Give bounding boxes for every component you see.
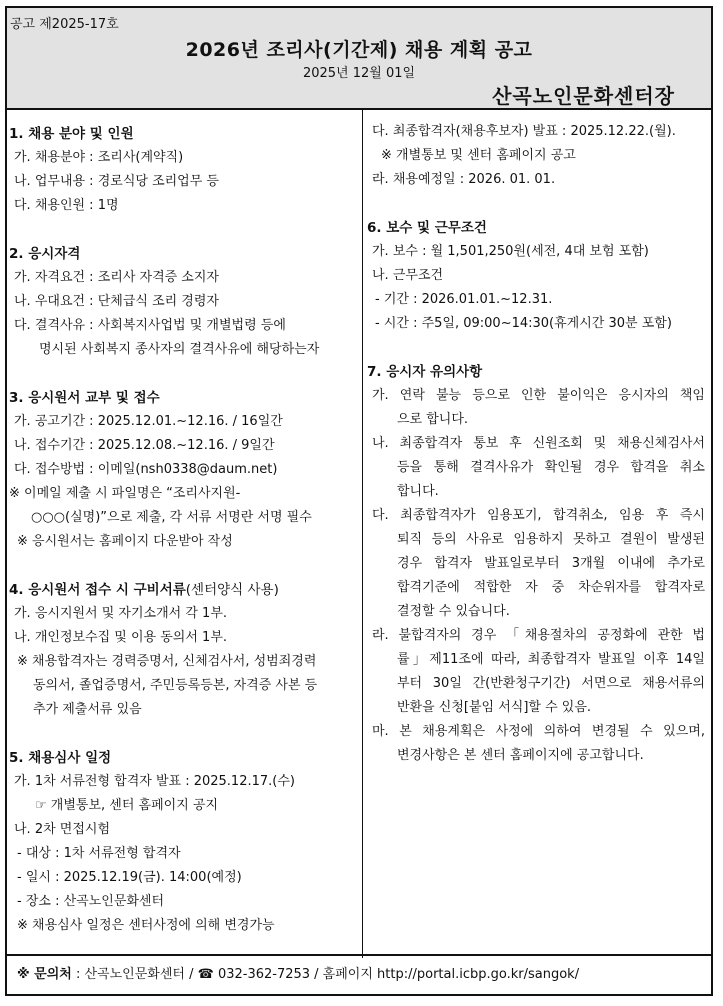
list-item: 다. 최종합격자가 임용포기, 합격취소, 임용 후 즉시 (372, 508, 705, 523)
list-item: 가. 공고기간 : 2025.12.01.~12.16. / 16일간 (14, 414, 283, 429)
note: ※ 채용합격자는 경력증명서, 신체검사서, 성범죄경력 (17, 654, 317, 669)
list-item: 가. 채용분야 : 조리사(계약직) (14, 150, 184, 165)
contact-footer (7, 954, 711, 994)
page-title: 2026년 조리사(기간제) 채용 계획 공고 (185, 39, 533, 61)
list-item: 다. 접수방법 : 이메일(nsh0338@daum.net) (14, 462, 278, 477)
section-title: 1. 채용 분야 및 인원 (9, 126, 134, 142)
list-item: - 시간 : 주5일, 09:00~14:30(휴게시간 30분 포함) (375, 316, 672, 331)
notice-document (5, 6, 713, 996)
list-item: 가. 보수 : 월 1,501,250원(세전, 4대 보험 포함) (372, 244, 649, 259)
list-item-cont: 결정할 수 있습니다. (397, 604, 510, 619)
note: 동의서, 졸업증명서, 주민등록등본, 자격증 사본 등 (33, 678, 318, 693)
notice-header (7, 8, 711, 110)
list-item: 다. 결격사유 : 사회복지사업법 및 개별법령 등에 (14, 318, 286, 333)
list-item-cont: 변경사항은 본 센터 홈페이지에 공고합니다. (397, 748, 644, 763)
list-item: 가. 자격요건 : 조리사 자격증 소지자 (14, 270, 219, 285)
section-title: 3. 응시원서 교부 및 접수 (9, 390, 160, 406)
right-column (363, 110, 711, 958)
left-column (7, 110, 363, 958)
list-item: 나. 업무내용 : 경로식당 조리업무 등 (14, 174, 219, 189)
note: ※ 응시원서는 홈페이지 다운받아 작성 (17, 534, 233, 549)
list-item-cont: 합니다. (397, 484, 439, 499)
list-item: - 장소 : 산곡노인문화센터 (17, 894, 165, 909)
list-item: 나. 우대요건 : 단체급식 조리 경령자 (14, 294, 219, 309)
note: ○○○(실명)”으로 제출, 각 서류 서명란 서명 필수 (31, 510, 312, 525)
list-item: - 대상 : 1차 서류전형 합격자 (17, 846, 181, 861)
list-item-cont: 등을 통해 결격사유가 확인될 경우 합격을 취소 (397, 460, 705, 475)
section-title: 2. 응시자격 (9, 246, 81, 262)
list-item: 나. 접수기간 : 2025.12.08.~12.16. / 9일간 (14, 438, 275, 453)
contact-org: : 산곡노인문화센터 / (71, 967, 198, 982)
note: ※ 개별통보 및 센터 홈페이지 공고 (381, 148, 576, 163)
section-title: 7. 응시자 유의사항 (367, 364, 483, 380)
notice-date: 2025년 12월 01일 (302, 66, 416, 81)
list-item: - 일시 : 2025.12.19(금). 14:00(예정) (17, 870, 242, 885)
list-item: 마. 본 채용계획은 사정에 의하여 변경될 수 있으며, (372, 724, 705, 739)
note: 추가 제출서류 있음 (33, 702, 142, 717)
list-item: 명시된 사회복지 종사자의 결격사유에 해당하는자 (39, 342, 320, 357)
list-item-cont: 으로 합니다. (397, 412, 469, 427)
section-title: 5. 채용심사 일정 (9, 750, 112, 766)
list-item: 나. 개인정보수집 및 이용 동의서 1부. (14, 630, 228, 645)
notice-body (7, 110, 711, 958)
list-item: 라. 채용예정일 : 2026. 01. 01. (372, 172, 556, 187)
list-item-cont: 반환을 신청[붙임 서식]할 수 있음. (397, 700, 592, 715)
list-item-cont: 경우 합격자 발표일로부터 3개월 이내에 추가로 (397, 556, 705, 571)
note: ※ 이메일 제출 시 파일명은 “조리사지원- (9, 486, 241, 501)
issuer: 산곡노인문화센터장 (492, 84, 675, 108)
list-item: 가. 응시지원서 및 자기소개서 각 1부. (14, 606, 228, 621)
section-title: 4. 응시원서 접수 시 구비서류(센터양식 사용) (9, 582, 279, 598)
list-item: 라. 불합격자의 경우 「채용절차의 공정화에 관한 법 (372, 628, 705, 643)
list-item: 가. 연락 불능 등으로 인한 불이익은 응시자의 책임 (372, 388, 705, 403)
list-item-cont: 합격기준에 적합한 자 중 차순위자를 합격자로 (397, 580, 705, 595)
list-item-cont: 부터 30일 간(반환청구기간) 서면으로 채용서류의 (397, 676, 705, 691)
contact-label: ※ 문의처 (17, 967, 72, 982)
list-item-cont: 률」제11조에 따라, 최종합격자 발표일 이후 14일 (397, 652, 705, 667)
notice-number: 공고 제2025-17호 (10, 17, 119, 32)
hand-pointer-note: ☞ 개별통보, 센터 홈페이지 공지 (35, 798, 219, 813)
phone-icon: ☎ (197, 967, 214, 982)
contact-phone: 032-362-7253 / 홈페이지 (213, 967, 378, 982)
list-item: 다. 최종합격자(채용후보자) 발표 : 2025.12.22.(월). (372, 124, 676, 139)
note: ※ 채용심사 일정은 센터사정에 의해 변경가능 (17, 918, 275, 933)
list-item: - 기간 : 2026.01.01.~12.31. (375, 292, 553, 307)
list-item: 나. 최종합격자 통보 후 신원조회 및 채용신체검사서 (372, 436, 705, 451)
list-item: 나. 2차 면접시험 (14, 822, 111, 837)
list-item: 가. 1차 서류전형 합격자 발표 : 2025.12.17.(수) (14, 774, 295, 789)
list-item: 나. 근무조건 (372, 268, 444, 283)
homepage-link[interactable]: http://portal.icbp.go.kr/sangok/ (377, 967, 580, 982)
section-title: 6. 보수 및 근무조건 (367, 220, 487, 236)
list-item-cont: 퇴직 등의 사유로 임용하지 못하고 결원이 발생된 (397, 532, 705, 547)
list-item: 다. 채용인원 : 1명 (14, 198, 119, 213)
